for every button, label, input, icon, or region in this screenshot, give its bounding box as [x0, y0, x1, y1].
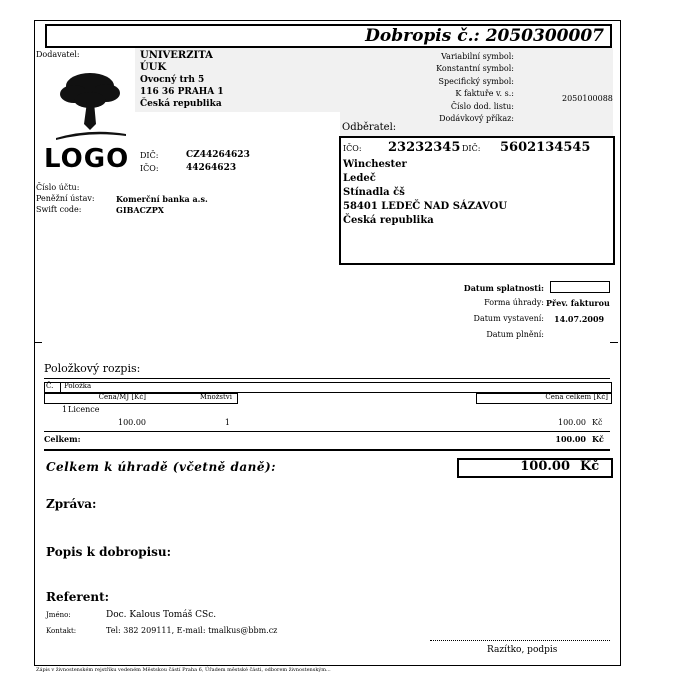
col-total: Cena celkem [Kč] — [545, 393, 608, 401]
supplier-name-1: UNIVERZITA — [140, 50, 213, 61]
issued-value: 14.07.2009 — [554, 314, 605, 324]
referent-contact: Tel: 382 209111, E-mail: tmalkus@bbm.cz — [106, 626, 278, 635]
bank-label: Peněžní ústav: — [36, 194, 95, 203]
customer-line2: Ledeč — [343, 173, 376, 184]
swift-label: Swift code: — [36, 205, 82, 214]
customer-dic: 5602134545 — [500, 140, 591, 155]
supplier-city: 116 36 PRAHA 1 — [140, 87, 224, 97]
footer-note: Zápis v živnostenském rejstříku vedeném Městskou částí Praha 6, Úřadem městské části, odborem živnostenským... — [36, 667, 331, 673]
sum-label: Celkem: — [44, 434, 81, 444]
supplier-ico-label: IČO: — [140, 164, 159, 173]
account-label: Číslo účtu: — [36, 183, 80, 192]
description-label: Popis k dobropisu: — [46, 545, 172, 559]
referent-heading: Referent: — [46, 590, 110, 604]
total-due-label: Celkem k úhradě (včetně daně): — [46, 460, 277, 474]
total-due-value: 100.00 — [520, 459, 570, 474]
col-no: Č. — [46, 382, 54, 390]
row-no: 1 — [62, 405, 68, 414]
invoice-ref-label: K faktuře v. s.: — [455, 89, 514, 99]
customer-street: Stínadla čš — [343, 187, 405, 198]
symbol-labels — [380, 51, 514, 125]
payment-value: Přev. fakturou — [546, 298, 610, 308]
sum-top-rule — [44, 431, 610, 432]
supplier-address — [140, 50, 224, 110]
fold-mark-left — [34, 342, 42, 343]
customer-label: Odběratel: — [342, 122, 397, 133]
message-label: Zpráva: — [46, 497, 97, 511]
supplier-street: Ovocný trh 5 — [140, 75, 205, 85]
items-header-row1 — [44, 382, 612, 393]
fulfilment-label: Datum plnění: — [486, 330, 544, 339]
tree-logo-icon — [50, 68, 132, 140]
sum-currency: Kč — [592, 434, 604, 444]
specific-symbol-label: Specifický symbol: — [438, 76, 514, 86]
invoice-ref-value: 2050100088 — [562, 94, 613, 103]
customer-ico-label: IČO: — [343, 144, 362, 153]
supplier-dic: CZ44264623 — [186, 150, 250, 160]
bank-name: Komerční banka a.s. — [116, 194, 208, 204]
issued-label: Datum vystavení: — [473, 314, 544, 323]
row-total: 100.00 — [558, 418, 586, 427]
customer-ico: 23232345 — [388, 140, 461, 155]
swift-code: GIBACZPX — [116, 205, 164, 215]
signature-line — [430, 640, 610, 641]
variable-symbol-label: Variabilní symbol: — [441, 52, 514, 61]
col-qty: Množství — [199, 393, 232, 401]
supplier-label: Dodavatel: — [36, 50, 80, 59]
row-unit-price: 100.00 — [118, 418, 146, 427]
referent-contact-label: Kontakt: — [46, 627, 77, 635]
row-qty: 1 — [224, 418, 230, 427]
due-date-box — [550, 281, 610, 293]
referent-name: Doc. Kalous Tomáš CSc. — [106, 610, 217, 620]
constant-symbol-label: Konstantní symbol: — [436, 64, 514, 74]
delivery-note-label: Číslo dod. listu: — [450, 101, 514, 111]
customer-address — [343, 158, 507, 228]
due-date-label: Datum splatnosti: — [463, 283, 544, 293]
supplier-name-2: ÚUK — [140, 62, 167, 73]
items-heading: Položkový rozpis: — [44, 362, 141, 375]
customer-dic-label: DIČ: — [462, 144, 481, 153]
customer-name: Winchester — [343, 159, 407, 170]
supplier-ico: 44264623 — [186, 163, 237, 173]
fold-mark-right — [610, 342, 618, 343]
total-due-currency: Kč — [580, 459, 600, 474]
stamp-label: Razítko, podpis — [487, 645, 558, 655]
logo-text: LOGO — [44, 144, 130, 174]
supplier-country: Česká republika — [140, 99, 222, 109]
document-title: Dobropis č.: 2050300007 — [365, 26, 604, 46]
supplier-dic-label: DIČ: — [140, 151, 159, 160]
sum-bottom-rule — [44, 449, 610, 451]
row-currency: Kč — [592, 418, 603, 427]
title-bar — [45, 24, 612, 48]
row-item-name: Licence — [68, 405, 100, 414]
col-item: Položka — [64, 382, 92, 390]
items-top-rule — [44, 378, 610, 379]
payment-label: Forma úhrady: — [484, 298, 544, 307]
col-unit-price: Cena/MJ [Kč] — [98, 393, 146, 401]
col-no-divider — [60, 382, 61, 392]
delivery-order-label: Dodávkový příkaz: — [439, 114, 514, 124]
referent-name-label: Jméno: — [46, 611, 71, 619]
sum-value: 100.00 — [555, 434, 586, 444]
customer-city: 58401 LEDEČ NAD SÁZAVOU — [343, 201, 508, 212]
customer-country: Česká republika — [343, 215, 434, 226]
